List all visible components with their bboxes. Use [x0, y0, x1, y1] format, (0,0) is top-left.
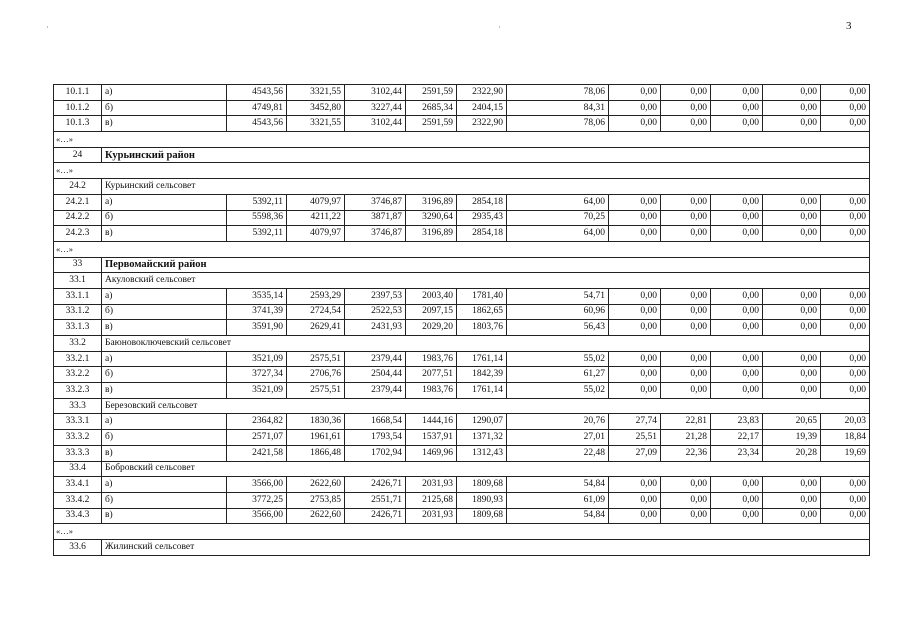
value-cell: 22,36 — [661, 445, 711, 461]
value-cell: 0,00 — [711, 210, 763, 226]
row-code: 33.6 — [54, 539, 102, 555]
value-cell: 2706,76 — [287, 367, 345, 383]
value-cell: 0,00 — [661, 367, 711, 383]
value-cell: 1809,68 — [457, 508, 507, 524]
value-cell: 2629,41 — [287, 320, 345, 336]
value-cell: 3566,00 — [227, 508, 287, 524]
row-code: 33.1.3 — [54, 320, 102, 336]
row-code: 33.2.2 — [54, 367, 102, 383]
value-cell: 3196,89 — [406, 194, 457, 210]
row-code: 33.2 — [54, 336, 102, 352]
value-cell: 4749,81 — [227, 100, 287, 116]
row-code: 33.1 — [54, 273, 102, 289]
row-code: 10.1.3 — [54, 116, 102, 132]
value-cell: 2426,71 — [345, 508, 406, 524]
value-cell: 2322,90 — [457, 116, 507, 132]
value-cell: 0,00 — [609, 116, 661, 132]
value-cell: 2404,15 — [457, 100, 507, 116]
value-cell: 1761,14 — [457, 351, 507, 367]
value-cell: 2551,71 — [345, 492, 406, 508]
row-code: 33 — [54, 257, 102, 273]
value-cell: 2935,43 — [457, 210, 507, 226]
value-cell: 0,00 — [821, 288, 870, 304]
value-cell: 0,00 — [609, 508, 661, 524]
value-cell: 3102,44 — [345, 116, 406, 132]
value-cell: 27,09 — [609, 445, 661, 461]
value-cell: 0,00 — [661, 85, 711, 101]
value-cell: 3321,55 — [287, 85, 345, 101]
row-code: 33.1.2 — [54, 304, 102, 320]
row-label: в) — [102, 226, 227, 242]
row-label: в) — [102, 508, 227, 524]
value-cell: 23,34 — [711, 445, 763, 461]
value-cell: 2522,53 — [345, 304, 406, 320]
table-row — [54, 430, 870, 446]
value-cell: 0,00 — [661, 226, 711, 242]
value-cell: 1866,48 — [287, 445, 345, 461]
value-cell: 3521,09 — [227, 351, 287, 367]
value-cell: 0,00 — [763, 116, 821, 132]
ellipsis-cell: «…» — [54, 241, 870, 257]
value-cell: 21,28 — [661, 430, 711, 446]
value-cell: 0,00 — [609, 351, 661, 367]
value-cell: 1312,43 — [457, 445, 507, 461]
row-label: а) — [102, 414, 227, 430]
value-cell: 0,00 — [711, 194, 763, 210]
value-cell: 3566,00 — [227, 477, 287, 493]
value-cell: 0,00 — [821, 320, 870, 336]
value-cell: 0,00 — [609, 367, 661, 383]
value-cell: 0,00 — [821, 85, 870, 101]
value-cell: 1890,93 — [457, 492, 507, 508]
value-cell: 64,00 — [507, 194, 609, 210]
value-cell: 61,09 — [507, 492, 609, 508]
ellipsis-cell: «…» — [54, 524, 870, 540]
council-title: Бобровский сельсовет — [102, 461, 870, 477]
value-cell: 2322,90 — [457, 85, 507, 101]
value-cell: 2031,93 — [406, 477, 457, 493]
row-code: 10.1.1 — [54, 85, 102, 101]
row-code: 33.4.2 — [54, 492, 102, 508]
value-cell: 0,00 — [711, 492, 763, 508]
ellipsis-row — [54, 524, 870, 540]
value-cell: 54,84 — [507, 477, 609, 493]
value-cell: 0,00 — [661, 210, 711, 226]
value-cell: 0,00 — [821, 367, 870, 383]
value-cell: 20,28 — [763, 445, 821, 461]
value-cell: 4543,56 — [227, 85, 287, 101]
table-row — [54, 210, 870, 226]
ellipsis-row — [54, 163, 870, 179]
value-cell: 3321,55 — [287, 116, 345, 132]
value-cell: 0,00 — [821, 194, 870, 210]
page-number: 3 — [846, 20, 852, 32]
value-cell: 18,84 — [821, 430, 870, 446]
table-row — [54, 85, 870, 101]
value-cell: 2622,60 — [287, 477, 345, 493]
value-cell: 0,00 — [609, 477, 661, 493]
value-cell: 0,00 — [609, 288, 661, 304]
value-cell: 0,00 — [763, 194, 821, 210]
value-cell: 3746,87 — [345, 226, 406, 242]
value-cell: 2622,60 — [287, 508, 345, 524]
value-cell: 1290,07 — [457, 414, 507, 430]
table-row — [54, 351, 870, 367]
value-cell: 0,00 — [711, 226, 763, 242]
value-cell: 0,00 — [821, 351, 870, 367]
row-label: в) — [102, 320, 227, 336]
district-row — [54, 147, 870, 163]
value-cell: 2724,54 — [287, 304, 345, 320]
value-cell: 0,00 — [609, 194, 661, 210]
value-cell: 0,00 — [763, 85, 821, 101]
council-row — [54, 179, 870, 195]
value-cell: 0,00 — [661, 304, 711, 320]
row-code: 33.2.1 — [54, 351, 102, 367]
value-cell: 1537,91 — [406, 430, 457, 446]
value-cell: 0,00 — [609, 304, 661, 320]
value-cell: 27,74 — [609, 414, 661, 430]
value-cell: 2575,51 — [287, 351, 345, 367]
value-cell: 2077,51 — [406, 367, 457, 383]
row-label: а) — [102, 351, 227, 367]
value-cell: 0,00 — [711, 367, 763, 383]
value-cell: 5392,11 — [227, 194, 287, 210]
table-row — [54, 100, 870, 116]
table-row — [54, 226, 870, 242]
row-code: 33.4.3 — [54, 508, 102, 524]
value-cell: 0,00 — [763, 383, 821, 399]
value-cell: 2397,53 — [345, 288, 406, 304]
value-cell: 4079,97 — [287, 194, 345, 210]
value-cell: 19,69 — [821, 445, 870, 461]
value-cell: 20,65 — [763, 414, 821, 430]
row-label: в) — [102, 383, 227, 399]
value-cell: 0,00 — [661, 100, 711, 116]
value-cell: 0,00 — [661, 383, 711, 399]
row-label: б) — [102, 304, 227, 320]
council-row — [54, 336, 870, 352]
ellipsis-cell: «…» — [54, 132, 870, 148]
value-cell: 0,00 — [821, 383, 870, 399]
value-cell: 2003,40 — [406, 288, 457, 304]
value-cell: 2097,15 — [406, 304, 457, 320]
value-cell: 3871,87 — [345, 210, 406, 226]
ellipsis-cell: «…» — [54, 163, 870, 179]
value-cell: 0,00 — [763, 492, 821, 508]
value-cell: 2031,93 — [406, 508, 457, 524]
tariff-table — [53, 84, 870, 556]
value-cell: 2571,07 — [227, 430, 287, 446]
value-cell: 0,00 — [609, 85, 661, 101]
value-cell: 3746,87 — [345, 194, 406, 210]
value-cell: 1842,39 — [457, 367, 507, 383]
value-cell: 3727,34 — [227, 367, 287, 383]
value-cell: 2591,59 — [406, 85, 457, 101]
value-cell: 2854,18 — [457, 226, 507, 242]
value-cell: 0,00 — [821, 492, 870, 508]
value-cell: 0,00 — [661, 492, 711, 508]
row-code: 24.2.2 — [54, 210, 102, 226]
value-cell: 5392,11 — [227, 226, 287, 242]
value-cell: 1444,16 — [406, 414, 457, 430]
value-cell: 1809,68 — [457, 477, 507, 493]
value-cell: 56,43 — [507, 320, 609, 336]
council-title: Курьинский сельсовет — [102, 179, 870, 195]
value-cell: 0,00 — [821, 304, 870, 320]
value-cell: 2593,29 — [287, 288, 345, 304]
value-cell: 0,00 — [763, 288, 821, 304]
value-cell: 3196,89 — [406, 226, 457, 242]
value-cell: 0,00 — [609, 320, 661, 336]
table-row — [54, 367, 870, 383]
value-cell: 0,00 — [711, 304, 763, 320]
council-title: Березовский сельсовет — [102, 398, 870, 414]
value-cell: 3452,80 — [287, 100, 345, 116]
table-row — [54, 383, 870, 399]
row-code: 33.3 — [54, 398, 102, 414]
table-row — [54, 492, 870, 508]
row-code: 33.4 — [54, 461, 102, 477]
value-cell: 3290,64 — [406, 210, 457, 226]
value-cell: 0,00 — [609, 492, 661, 508]
table-row — [54, 414, 870, 430]
value-cell: 2575,51 — [287, 383, 345, 399]
row-label: в) — [102, 445, 227, 461]
council-title: Баюновоключевский сельсовет — [102, 336, 870, 352]
value-cell: 0,00 — [661, 194, 711, 210]
value-cell: 0,00 — [609, 226, 661, 242]
value-cell: 23,83 — [711, 414, 763, 430]
value-cell: 78,06 — [507, 116, 609, 132]
value-cell: 4211,22 — [287, 210, 345, 226]
value-cell: 0,00 — [711, 116, 763, 132]
value-cell: 1862,65 — [457, 304, 507, 320]
value-cell: 0,00 — [763, 304, 821, 320]
value-cell: 1371,32 — [457, 430, 507, 446]
value-cell: 3741,39 — [227, 304, 287, 320]
value-cell: 0,00 — [821, 100, 870, 116]
value-cell: 0,00 — [821, 477, 870, 493]
value-cell: 0,00 — [763, 210, 821, 226]
value-cell: 3591,90 — [227, 320, 287, 336]
row-label: б) — [102, 430, 227, 446]
value-cell: 60,96 — [507, 304, 609, 320]
row-code: 33.1.1 — [54, 288, 102, 304]
value-cell: 1803,76 — [457, 320, 507, 336]
value-cell: 54,84 — [507, 508, 609, 524]
value-cell: 0,00 — [763, 100, 821, 116]
value-cell: 70,25 — [507, 210, 609, 226]
value-cell: 1702,94 — [345, 445, 406, 461]
value-cell: 3772,25 — [227, 492, 287, 508]
row-code: 24 — [54, 147, 102, 163]
value-cell: 20,03 — [821, 414, 870, 430]
value-cell: 0,00 — [821, 226, 870, 242]
row-label: а) — [102, 194, 227, 210]
value-cell: 61,27 — [507, 367, 609, 383]
row-code: 10.1.2 — [54, 100, 102, 116]
value-cell: 0,00 — [763, 477, 821, 493]
value-cell: 2379,44 — [345, 383, 406, 399]
value-cell: 0,00 — [661, 116, 711, 132]
value-cell: 0,00 — [609, 100, 661, 116]
value-cell: 0,00 — [711, 85, 763, 101]
council-title: Жилинский сельсовет — [102, 539, 870, 555]
row-label: б) — [102, 367, 227, 383]
row-code: 24.2.3 — [54, 226, 102, 242]
value-cell: 1469,96 — [406, 445, 457, 461]
value-cell: 1668,54 — [345, 414, 406, 430]
row-label: б) — [102, 100, 227, 116]
value-cell: 0,00 — [763, 508, 821, 524]
value-cell: 0,00 — [763, 351, 821, 367]
value-cell: 0,00 — [763, 226, 821, 242]
row-label: в) — [102, 116, 227, 132]
council-row — [54, 461, 870, 477]
value-cell: 0,00 — [661, 288, 711, 304]
value-cell: 1983,76 — [406, 351, 457, 367]
ellipsis-row — [54, 241, 870, 257]
council-row — [54, 539, 870, 555]
table-row — [54, 445, 870, 461]
value-cell: 0,00 — [711, 288, 763, 304]
value-cell: 78,06 — [507, 85, 609, 101]
value-cell: 0,00 — [661, 508, 711, 524]
value-cell: 1983,76 — [406, 383, 457, 399]
value-cell: 0,00 — [763, 320, 821, 336]
value-cell: 20,76 — [507, 414, 609, 430]
value-cell: 3535,14 — [227, 288, 287, 304]
row-code: 33.3.1 — [54, 414, 102, 430]
row-code: 33.4.1 — [54, 477, 102, 493]
value-cell: 0,00 — [821, 508, 870, 524]
value-cell: 2421,58 — [227, 445, 287, 461]
value-cell: 1830,36 — [287, 414, 345, 430]
value-cell: 2379,44 — [345, 351, 406, 367]
value-cell: 2753,85 — [287, 492, 345, 508]
row-code: 24.2.1 — [54, 194, 102, 210]
value-cell: 5598,36 — [227, 210, 287, 226]
value-cell: 3521,09 — [227, 383, 287, 399]
value-cell: 0,00 — [609, 210, 661, 226]
value-cell: 84,31 — [507, 100, 609, 116]
value-cell: 2591,59 — [406, 116, 457, 132]
value-cell: 2029,20 — [406, 320, 457, 336]
table-row — [54, 288, 870, 304]
ellipsis-row — [54, 132, 870, 148]
table-row — [54, 477, 870, 493]
table-row — [54, 304, 870, 320]
value-cell: 1761,14 — [457, 383, 507, 399]
value-cell: 2431,93 — [345, 320, 406, 336]
row-code: 33.3.2 — [54, 430, 102, 446]
district-row — [54, 257, 870, 273]
value-cell: 4543,56 — [227, 116, 287, 132]
row-code: 24.2 — [54, 179, 102, 195]
row-code: 33.3.3 — [54, 445, 102, 461]
district-title: Курьинский район — [102, 147, 870, 163]
value-cell: 4079,97 — [287, 226, 345, 242]
scan-dot-left: · — [46, 22, 49, 32]
value-cell: 27,01 — [507, 430, 609, 446]
value-cell: 1961,61 — [287, 430, 345, 446]
value-cell: 0,00 — [821, 116, 870, 132]
value-cell: 0,00 — [711, 100, 763, 116]
value-cell: 2125,68 — [406, 492, 457, 508]
row-label: б) — [102, 210, 227, 226]
table-row — [54, 320, 870, 336]
value-cell: 0,00 — [661, 477, 711, 493]
value-cell: 22,17 — [711, 430, 763, 446]
value-cell: 0,00 — [763, 367, 821, 383]
value-cell: 3227,44 — [345, 100, 406, 116]
value-cell: 0,00 — [711, 351, 763, 367]
table-row — [54, 116, 870, 132]
value-cell: 55,02 — [507, 351, 609, 367]
scan-dot-center: · — [498, 22, 501, 32]
value-cell: 3102,44 — [345, 85, 406, 101]
council-row — [54, 273, 870, 289]
value-cell: 1793,54 — [345, 430, 406, 446]
value-cell: 25,51 — [609, 430, 661, 446]
value-cell: 0,00 — [711, 383, 763, 399]
value-cell: 19,39 — [763, 430, 821, 446]
value-cell: 0,00 — [609, 383, 661, 399]
value-cell: 2364,82 — [227, 414, 287, 430]
value-cell: 0,00 — [711, 508, 763, 524]
value-cell: 2854,18 — [457, 194, 507, 210]
value-cell: 55,02 — [507, 383, 609, 399]
table-body — [54, 85, 870, 556]
value-cell: 64,00 — [507, 226, 609, 242]
value-cell: 54,71 — [507, 288, 609, 304]
value-cell: 0,00 — [711, 477, 763, 493]
value-cell: 0,00 — [711, 320, 763, 336]
value-cell: 2504,44 — [345, 367, 406, 383]
value-cell: 22,48 — [507, 445, 609, 461]
row-label: а) — [102, 288, 227, 304]
row-label: а) — [102, 85, 227, 101]
value-cell: 0,00 — [821, 210, 870, 226]
value-cell: 2685,34 — [406, 100, 457, 116]
value-cell: 0,00 — [661, 320, 711, 336]
table-row — [54, 194, 870, 210]
council-row — [54, 398, 870, 414]
district-title: Первомайский район — [102, 257, 870, 273]
value-cell: 0,00 — [661, 351, 711, 367]
row-code: 33.2.3 — [54, 383, 102, 399]
value-cell: 22,81 — [661, 414, 711, 430]
row-label: б) — [102, 492, 227, 508]
value-cell: 2426,71 — [345, 477, 406, 493]
row-label: а) — [102, 477, 227, 493]
council-title: Акуловский сельсовет — [102, 273, 870, 289]
table-row — [54, 508, 870, 524]
value-cell: 1781,40 — [457, 288, 507, 304]
